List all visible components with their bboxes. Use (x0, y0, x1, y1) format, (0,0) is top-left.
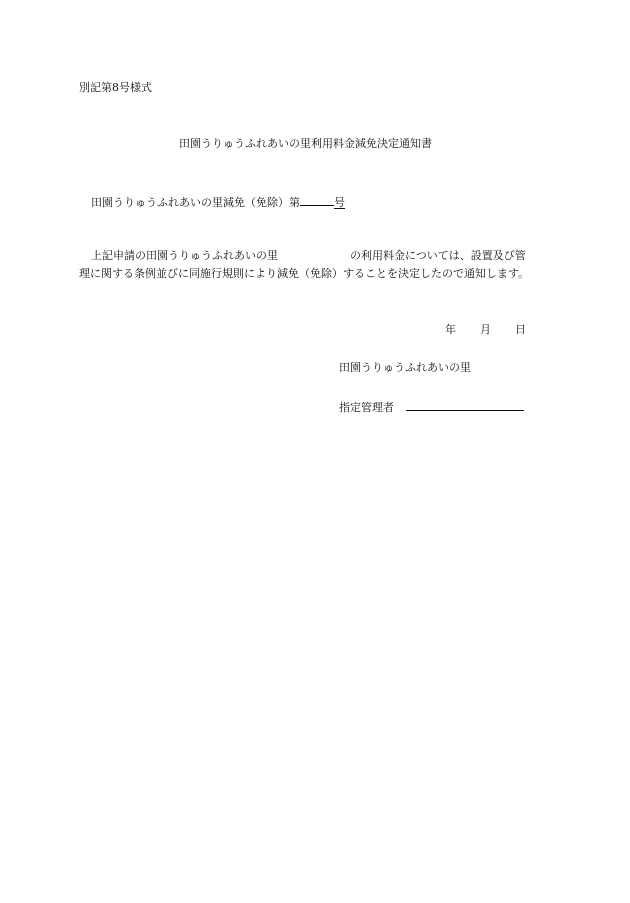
date-day-label: 日 (515, 323, 526, 336)
issuer-manager (339, 398, 524, 415)
body-line-2: 理に関する条例並びに同施行規則により減免（免除）することを決定したので通知します。 (79, 267, 530, 280)
document-title: 田園うりゅうふれあいの里利用料金減免決定通知書 (179, 137, 432, 150)
reference-suffix: 号 (334, 196, 345, 209)
manager-signature-blank (406, 398, 524, 411)
reference-number-blank (300, 193, 334, 206)
date-line (445, 323, 526, 337)
body-line-1 (91, 249, 526, 263)
reference-number (91, 193, 345, 210)
issuer-facility: 田園うりゅうふれあいの里 (339, 361, 471, 374)
date-month-label: 月 (480, 323, 491, 336)
reference-prefix: 田園うりゅうふれあいの里減免（免除）第 (91, 196, 300, 209)
form-number: 別記第8号様式 (79, 81, 152, 94)
date-year-label: 年 (445, 323, 456, 336)
body-line-1-part-1: 上記申請の田園うりゅうふれあいの里 (91, 249, 278, 262)
body-line-1-part-2: の利用料金については、設置及び管 (350, 249, 526, 262)
manager-label: 指定管理者 (339, 401, 394, 414)
